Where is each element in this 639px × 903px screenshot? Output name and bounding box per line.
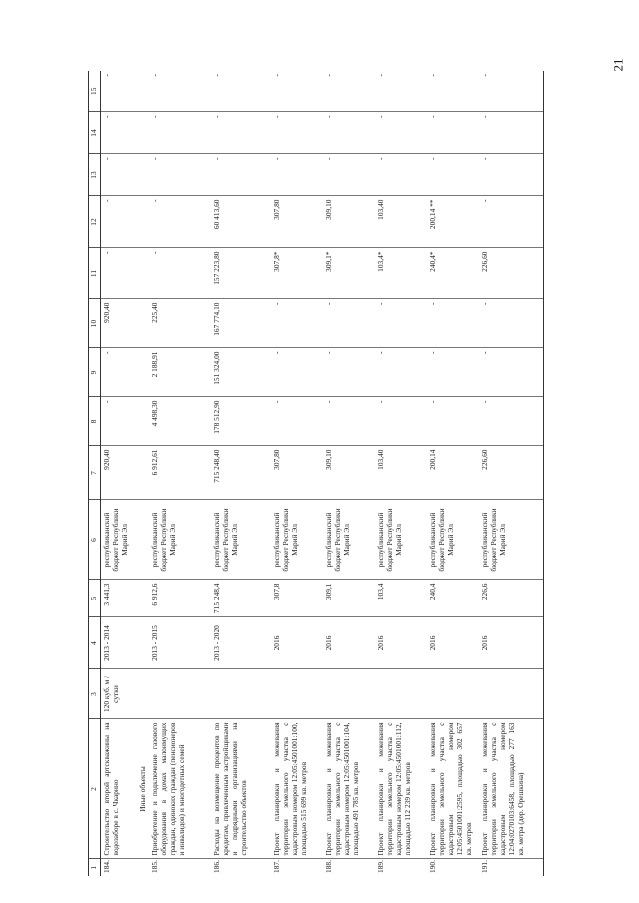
header-cell: 3 <box>89 669 101 719</box>
estimated-cost: 3 441,3 <box>101 580 137 617</box>
value-cell: - <box>271 154 323 196</box>
value-cell: - <box>101 71 137 112</box>
rotated-table-container <box>88 71 603 876</box>
table-row <box>323 71 375 876</box>
table-row <box>211 71 271 876</box>
value-cell: - <box>271 299 323 348</box>
value-cell: - <box>427 299 479 348</box>
object-name: Проект планировки и межевания территории земельного участка с кадастровым номером 12:05:4501001:100, площадью 515 699 кв. метров <box>271 719 323 859</box>
value-cell: 307,80 <box>271 196 323 248</box>
value-cell: - <box>323 154 375 196</box>
capacity <box>375 669 427 719</box>
header-cell: 13 <box>89 154 101 196</box>
header-cell: 8 <box>89 397 101 446</box>
table-row <box>271 71 323 876</box>
value-cell: - <box>427 348 479 397</box>
value-cell: - <box>149 248 211 299</box>
object-name: Проект планировки и межевания территории земельного участка с кадастровым номером 12:05:4501001:104, площадью 491 785 кв. метров <box>323 719 375 859</box>
group-spacer <box>137 248 150 299</box>
object-name: Проект планировки и межевания территории земельного участка с кадастровым номером 12:05:4501001:112, площадью 112 239 кв. метров <box>375 719 427 859</box>
capacity <box>427 669 479 719</box>
object-name: Приобретение и подключение газового оборудования в домах малоимущих граждан, одиноких граждан (пенсионеров и инвалидов) и многодетных семей <box>149 719 211 859</box>
value-cell: 2 188,91 <box>149 348 211 397</box>
value-cell: - <box>323 71 375 112</box>
group-spacer <box>137 669 150 719</box>
estimated-cost: 309,1 <box>323 580 375 617</box>
page-number: 21 <box>610 58 626 72</box>
value-cell: - <box>427 71 479 112</box>
header-cell: 10 <box>89 299 101 348</box>
value-cell: 103,40 <box>375 446 427 500</box>
funding-source: республиканский бюджет Республики Марий Эл <box>149 500 211 580</box>
funding-source: республиканский бюджет Республики Марий Эл <box>211 500 271 580</box>
group-spacer <box>137 112 150 154</box>
period: 2016 <box>375 617 427 669</box>
value-cell: - <box>375 154 427 196</box>
value-cell: 225,40 <box>149 299 211 348</box>
funding-source: республиканский бюджет Республики Марий Эл <box>427 500 479 580</box>
table-row <box>375 71 427 876</box>
value-cell: - <box>149 71 211 112</box>
value-cell: - <box>149 196 211 248</box>
value-cell: 157 223,80 <box>211 248 271 299</box>
capacity: 120 куб. м / сутки <box>101 669 137 719</box>
period: 2016 <box>427 617 479 669</box>
estimated-cost: 6 912,6 <box>149 580 211 617</box>
header-cell: 4 <box>89 617 101 669</box>
period: 2016 <box>323 617 375 669</box>
row-number: 189. <box>376 860 386 873</box>
header-cell: 5 <box>89 580 101 617</box>
capacity <box>479 669 543 719</box>
capacity <box>149 669 211 719</box>
object-name: Расходы на возмещение процентов по кредитам, привлеченным застройщиками и подрядными организациями на строительство объектов <box>211 719 271 859</box>
value-cell: - <box>211 71 271 112</box>
group-spacer <box>137 617 150 669</box>
object-name: Проект планировки и межевания территории земельного участка с кадастровым номером 12:05:4501001:2595, площадью 302 657 кв. метров <box>427 719 479 859</box>
value-cell: - <box>323 112 375 154</box>
header-cell: 14 <box>89 112 101 154</box>
row-number: 184. <box>102 860 111 873</box>
group-row <box>137 71 150 876</box>
group-spacer <box>137 859 150 876</box>
group-spacer <box>137 348 150 397</box>
value-cell: 167 774,10 <box>211 299 271 348</box>
object-name: Проект планировки и межевания территории земельного участка с кадастровым номером 12:04:0270103:6458, площадью 277 163 кв. метра (дер. Орешкина) <box>479 719 543 859</box>
value-cell: 200,14 <box>427 446 479 500</box>
estimated-cost: 307,8 <box>271 580 323 617</box>
value-cell: 309,10 <box>323 196 375 248</box>
value-cell: 309,1* <box>323 248 375 299</box>
value-cell: - <box>427 154 479 196</box>
value-cell: - <box>479 397 543 446</box>
value-cell: - <box>427 112 479 154</box>
value-cell: - <box>211 154 271 196</box>
value-cell: 103,4* <box>375 248 427 299</box>
capacity <box>211 669 271 719</box>
row-number: 185. <box>150 860 160 873</box>
header-cell: 12 <box>89 196 101 248</box>
estimated-cost: 226,6 <box>479 580 543 617</box>
header-row <box>89 71 101 876</box>
header-cell: 1 <box>89 859 101 876</box>
value-cell: 200,14 ** <box>427 196 479 248</box>
value-cell: - <box>479 348 543 397</box>
period: 2013 - 2015 <box>149 617 211 669</box>
value-cell: 6 912,61 <box>149 446 211 500</box>
row-number: 188. <box>324 860 334 873</box>
value-cell: - <box>427 397 479 446</box>
value-cell: 151 324,00 <box>211 348 271 397</box>
value-cell: 307,8* <box>271 248 323 299</box>
group-spacer <box>137 397 150 446</box>
table-row <box>149 71 211 876</box>
header-cell: 6 <box>89 500 101 580</box>
header-cell: 7 <box>89 446 101 500</box>
value-cell: - <box>479 154 543 196</box>
value-cell: - <box>271 348 323 397</box>
row-number: 186. <box>212 860 222 873</box>
value-cell: 309,10 <box>323 446 375 500</box>
estimated-cost: 240,4 <box>427 580 479 617</box>
value-cell: 226,60 <box>479 446 543 500</box>
funding-source: республиканский бюджет Республики Марий Эл <box>271 500 323 580</box>
period: 2016 <box>271 617 323 669</box>
value-cell: - <box>375 71 427 112</box>
budget-table <box>88 71 544 876</box>
group-spacer <box>137 71 150 112</box>
header-cell: 9 <box>89 348 101 397</box>
value-cell: 240,4* <box>427 248 479 299</box>
value-cell: - <box>375 299 427 348</box>
header-cell: 2 <box>89 719 101 859</box>
object-name: Строительство второй артскважины на водозаборе в с. Чкарино <box>101 719 137 859</box>
capacity <box>323 669 375 719</box>
header-cell: 11 <box>89 248 101 299</box>
value-cell: - <box>149 154 211 196</box>
estimated-cost: 103,4 <box>375 580 427 617</box>
value-cell: 307,80 <box>271 446 323 500</box>
period: 2013 - 2020 <box>211 617 271 669</box>
value-cell: 715 248,40 <box>211 446 271 500</box>
table-row <box>101 71 137 876</box>
value-cell: 60 413,60 <box>211 196 271 248</box>
value-cell: - <box>149 112 211 154</box>
value-cell: - <box>101 196 137 248</box>
group-spacer <box>137 446 150 500</box>
value-cell: 178 512,90 <box>211 397 271 446</box>
value-cell: - <box>271 71 323 112</box>
value-cell: - <box>375 112 427 154</box>
period: 2013 - 2014 <box>101 617 137 669</box>
value-cell: - <box>211 112 271 154</box>
value-cell: - <box>375 348 427 397</box>
funding-source: республиканский бюджет Республики Марий Эл <box>375 500 427 580</box>
value-cell: - <box>271 397 323 446</box>
period: 2016 <box>479 617 543 669</box>
group-label: Иные объекты <box>137 719 150 859</box>
value-cell: - <box>271 112 323 154</box>
row-number: 190. <box>428 860 438 873</box>
row-number: 187. <box>272 860 282 873</box>
value-cell: - <box>101 112 137 154</box>
capacity <box>271 669 323 719</box>
value-cell: - <box>323 397 375 446</box>
row-number: 191. <box>479 859 543 876</box>
value-cell: - <box>479 71 543 112</box>
value-cell: 920,40 <box>101 446 137 500</box>
estimated-cost: 715 248,4 <box>211 580 271 617</box>
table-row <box>427 71 479 876</box>
value-cell: 226,60 <box>479 248 543 299</box>
group-spacer <box>137 154 150 196</box>
value-cell: - <box>101 154 137 196</box>
funding-source: республиканский бюджет Республики Марий Эл <box>323 500 375 580</box>
value-cell: - <box>323 299 375 348</box>
value-cell: 103,40 <box>375 196 427 248</box>
value-cell: - <box>479 196 543 248</box>
group-spacer <box>137 299 150 348</box>
funding-source: республиканский бюджет Республики Марий Эл <box>101 500 137 580</box>
value-cell: - <box>479 112 543 154</box>
value-cell: 920,40 <box>101 299 137 348</box>
group-spacer <box>137 196 150 248</box>
header-cell: 15 <box>89 71 101 112</box>
value-cell: - <box>375 397 427 446</box>
value-cell: - <box>323 348 375 397</box>
value-cell: - <box>101 397 137 446</box>
value-cell: - <box>479 299 543 348</box>
table-row <box>479 71 543 876</box>
funding-source: республиканский бюджет Республики Марий Эл <box>479 500 543 580</box>
value-cell: - <box>101 348 137 397</box>
value-cell: 4 498,30 <box>149 397 211 446</box>
value-cell: - <box>101 248 137 299</box>
group-spacer <box>137 500 150 580</box>
group-spacer <box>137 580 150 617</box>
